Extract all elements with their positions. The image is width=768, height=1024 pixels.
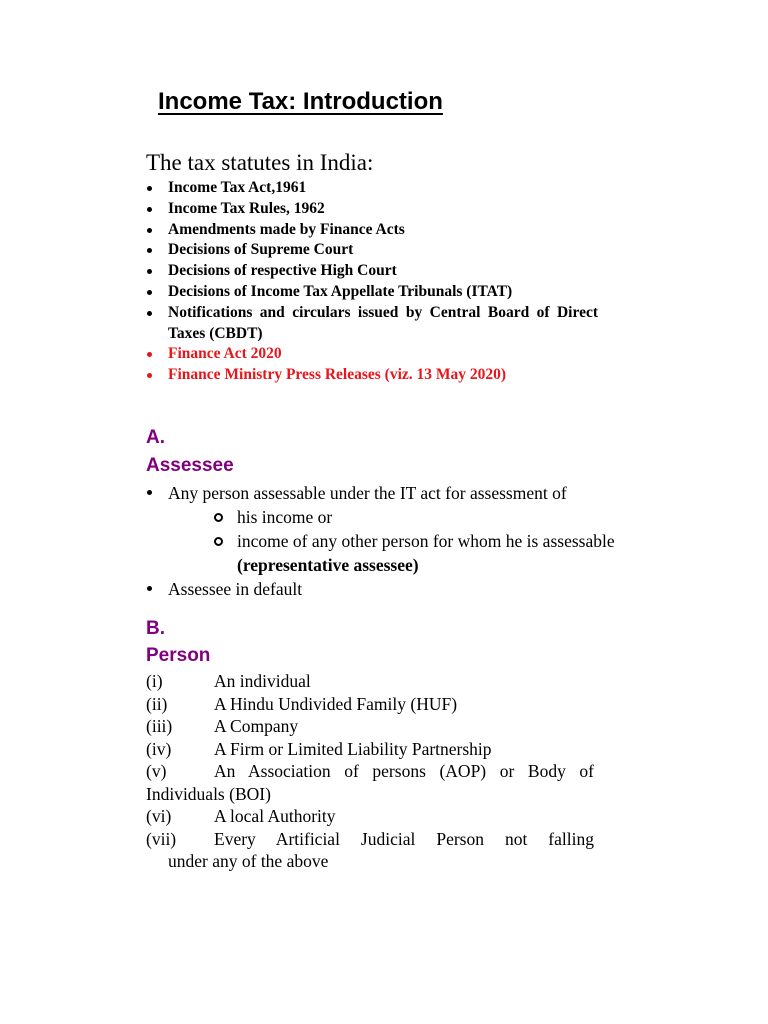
assessee-sub-item bbox=[213, 529, 686, 553]
person-item-text: An individual bbox=[214, 671, 311, 691]
person-item-number: (ii) bbox=[146, 693, 168, 714]
person-item-number: (iv) bbox=[146, 738, 172, 759]
assessee-sub-list bbox=[168, 505, 686, 553]
statute-item: Income Tax Act,1961 bbox=[146, 178, 598, 199]
statute-item: Income Tax Rules, 1962 bbox=[146, 199, 598, 220]
assessee-list bbox=[146, 481, 686, 601]
statute-item: Notifications and circulars issued by Central Board of Direct Taxes (CBDT) bbox=[146, 303, 598, 345]
person-item-text: A Firm or Limited Liability Partnership bbox=[214, 738, 492, 759]
section-a-letter: A. bbox=[146, 427, 165, 448]
statute-item: Amendments made by Finance Acts bbox=[146, 220, 598, 241]
persons-list bbox=[146, 670, 594, 873]
person-item-number: (i) bbox=[146, 671, 163, 691]
person-item-continuation: under any of the above bbox=[168, 851, 329, 871]
person-item-number: (vii) bbox=[146, 828, 177, 849]
assessee-point: Assessee in default bbox=[146, 577, 686, 601]
person-item-number: (iii) bbox=[146, 716, 173, 736]
assessee-point-text: Any person assessable under the IT act for assessment of bbox=[168, 483, 567, 503]
page-title: Income Tax: Introduction bbox=[158, 88, 443, 115]
statute-item: Decisions of respective High Court bbox=[146, 261, 598, 282]
person-item-text: A Company bbox=[214, 716, 299, 736]
intro-text: The tax statutes in India: bbox=[146, 150, 374, 175]
person-item bbox=[146, 738, 594, 761]
section-a-heading: Assessee bbox=[146, 455, 234, 476]
section-b-letter: B. bbox=[146, 618, 165, 639]
assessee-sub-text: income of any other person for whom he is assessable bbox=[237, 531, 615, 551]
person-item-continuation: Individuals (BOI) bbox=[146, 783, 271, 804]
person-item-text: A Hindu Undivided Family (HUF) bbox=[214, 693, 458, 714]
person-item bbox=[146, 715, 594, 738]
statute-item: Decisions of Income Tax Appellate Tribunals (ITAT) bbox=[146, 282, 598, 303]
statute-item-highlighted: Finance Act 2020 bbox=[146, 344, 598, 365]
assessee-point bbox=[146, 481, 686, 577]
person-item bbox=[146, 805, 594, 828]
person-item-text: A local Authority bbox=[214, 806, 336, 826]
person-item-text: An Association of persons (AOP) or Body of bbox=[214, 761, 594, 781]
statute-item: Decisions of Supreme Court bbox=[146, 240, 598, 261]
person-item-number: (v) bbox=[146, 761, 167, 781]
person-item-number: (vi) bbox=[146, 806, 172, 826]
person-item bbox=[146, 760, 594, 805]
person-item bbox=[146, 670, 594, 693]
section-b-heading: Person bbox=[146, 645, 211, 666]
assessee-sub-item: his income or bbox=[213, 505, 686, 529]
statute-item-highlighted: Finance Ministry Press Releases (viz. 13 May 2020) bbox=[146, 365, 598, 386]
statutes-list bbox=[146, 178, 598, 386]
person-item-text: Every Artificial Judicial Person not falling bbox=[214, 828, 594, 849]
person-item bbox=[146, 693, 594, 716]
person-item bbox=[146, 828, 594, 873]
representative-assessee-note: (representative assessee) bbox=[237, 555, 419, 575]
